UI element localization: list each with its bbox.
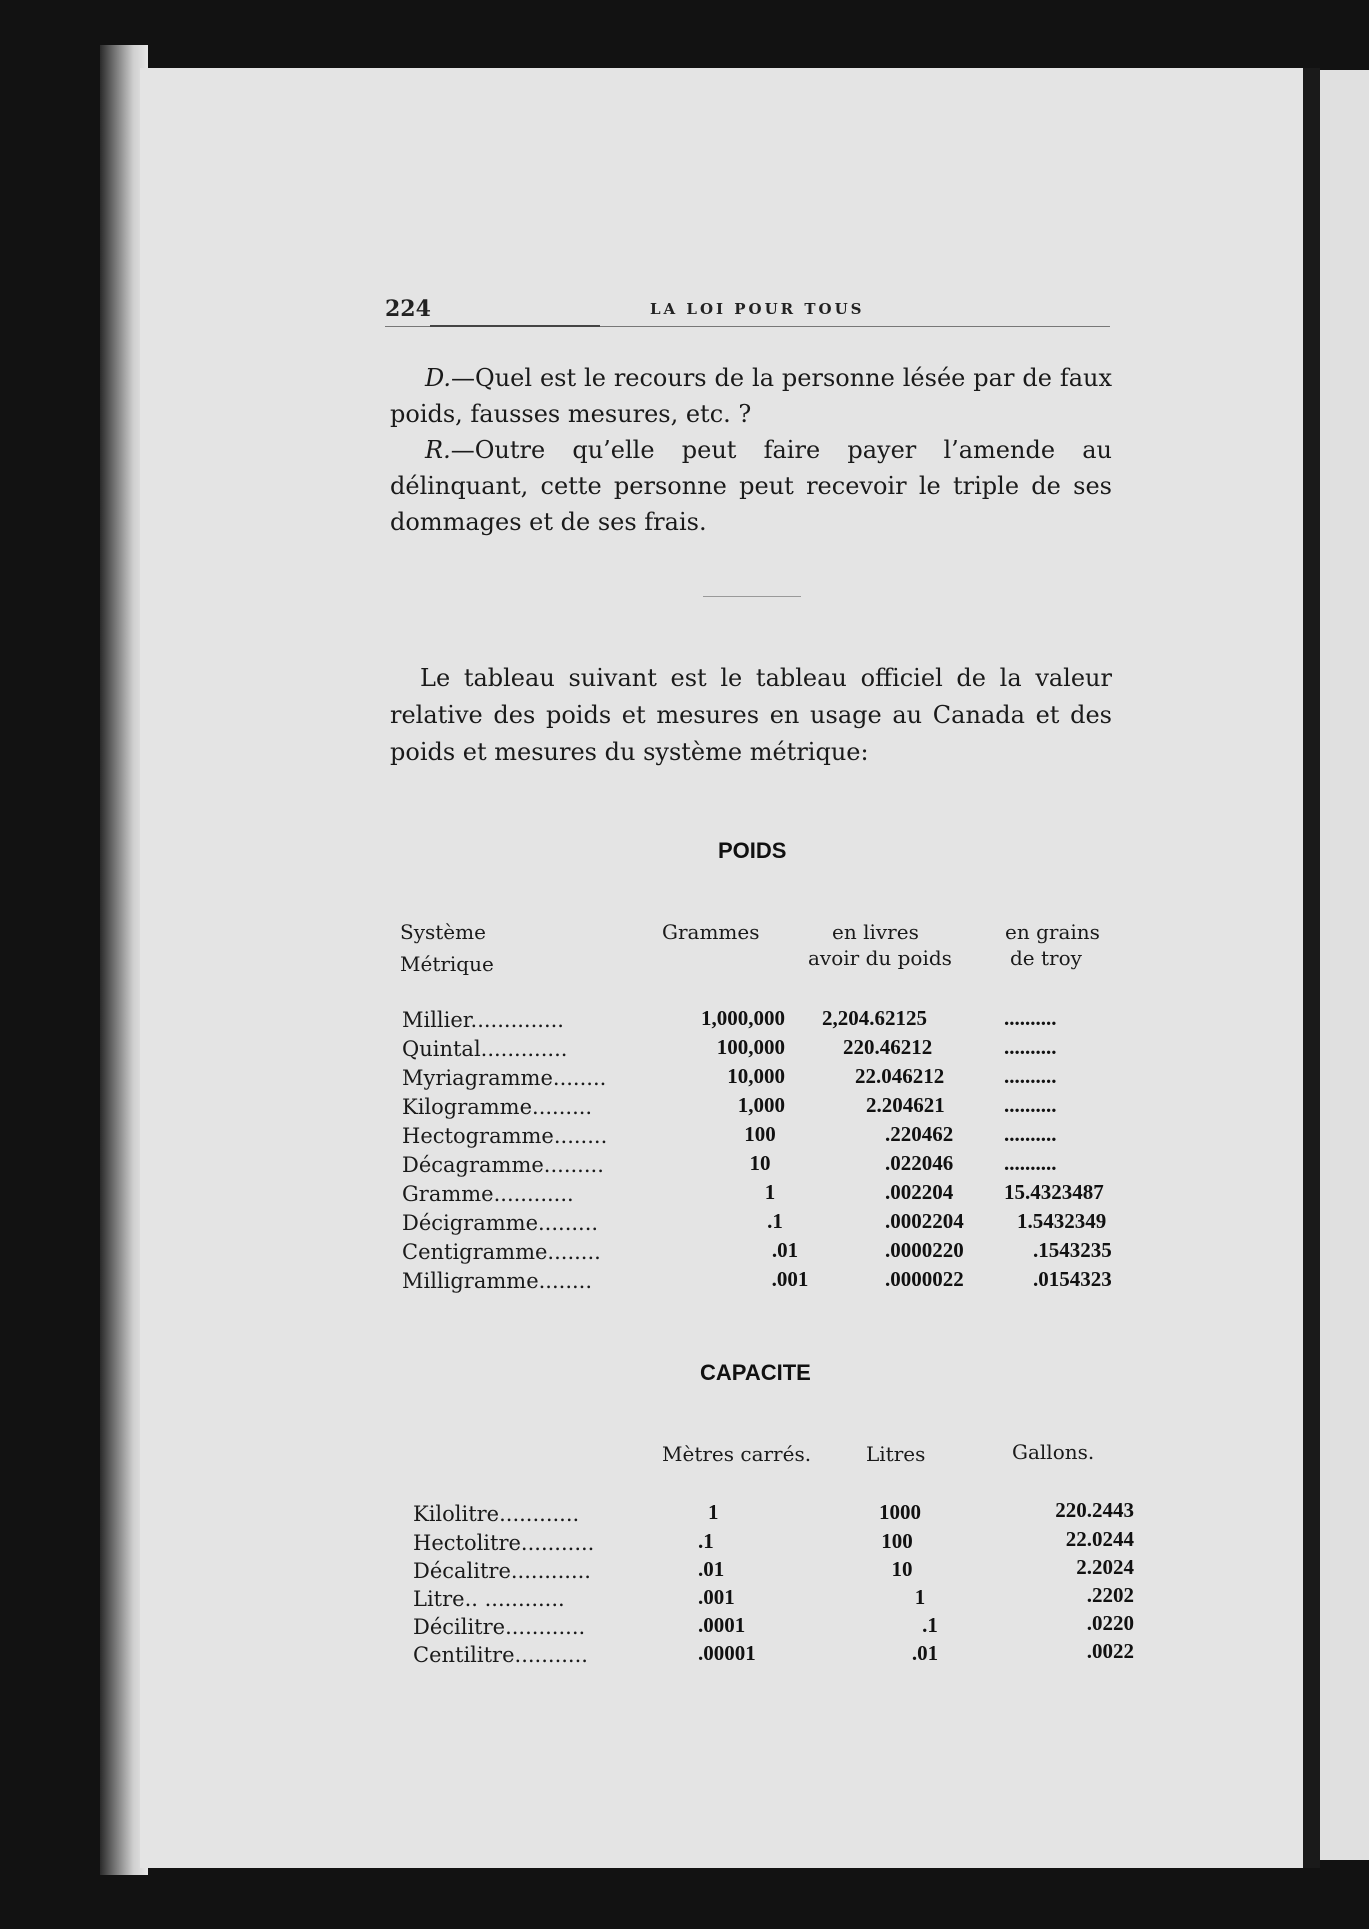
poids-row-grammes: 1,000 bbox=[737, 1093, 785, 1117]
page-number: 224 bbox=[385, 296, 431, 322]
poids-row-label: Décigramme......... bbox=[402, 1211, 599, 1235]
poids-row-grains: .......... bbox=[1004, 1064, 1057, 1088]
poids-row-livres: .0002204 bbox=[885, 1209, 964, 1233]
poids-header-avoir: avoir du poids bbox=[808, 946, 952, 970]
poids-row-grains: .......... bbox=[1004, 1122, 1057, 1146]
poids-row-livres: .022046 bbox=[885, 1151, 954, 1175]
capacite-row-gallons: 220.2443 bbox=[1055, 1498, 1134, 1522]
poids-row-livres: 220.46212 bbox=[843, 1035, 933, 1059]
intro-paragraph bbox=[390, 660, 1112, 771]
poids-row-grammes: 100 bbox=[744, 1122, 776, 1146]
capacite-row-label: Décilitre............ bbox=[413, 1615, 586, 1639]
capacite-row-label: Litre.. ............ bbox=[413, 1587, 565, 1611]
poids-row-grammes: 1,000,000 bbox=[701, 1006, 785, 1030]
poids-row-grains: .......... bbox=[1004, 1035, 1057, 1059]
poids-row-label: Hectogramme........ bbox=[402, 1124, 608, 1148]
capacite-row-gallons: 2.2024 bbox=[1076, 1555, 1134, 1579]
capacite-row-litres: 100 bbox=[881, 1529, 913, 1553]
poids-row-grammes: 100,000 bbox=[716, 1035, 785, 1059]
poids-row-livres: 22.046212 bbox=[855, 1064, 945, 1088]
page-gutter bbox=[1303, 68, 1320, 1868]
poids-row-livres: .0000022 bbox=[885, 1267, 964, 1291]
capacite-row-label: Décalitre............ bbox=[413, 1559, 591, 1583]
answer-label: R. bbox=[425, 436, 451, 464]
capacite-row-label: Centilitre........... bbox=[413, 1643, 588, 1667]
poids-row-label: Quintal............. bbox=[402, 1037, 568, 1061]
poids-header-grammes: Grammes bbox=[662, 920, 760, 944]
poids-row-label: Milligramme........ bbox=[402, 1269, 593, 1293]
capacite-row-gallons: 22.0244 bbox=[1065, 1527, 1134, 1551]
capacite-row-label: Hectolitre........... bbox=[413, 1531, 595, 1555]
question-label: D. bbox=[425, 364, 452, 392]
poids-row-grammes: .001 bbox=[771, 1267, 809, 1291]
facing-page-edge bbox=[1320, 70, 1369, 1860]
poids-row-livres: 2.204621 bbox=[866, 1093, 945, 1117]
poids-header-metrique: Métrique bbox=[400, 952, 494, 976]
poids-row-grammes: .1 bbox=[767, 1209, 783, 1233]
poids-row-grains: .1543235 bbox=[1033, 1238, 1112, 1262]
question-text: —Quel est le recours de la personne lésée par de faux poids, fausses mesures, etc. ? bbox=[390, 364, 1112, 428]
poids-row-label: Décagramme......... bbox=[402, 1153, 604, 1177]
poids-row-grammes: 1 bbox=[764, 1180, 776, 1204]
capacite-row-litres: 1000 bbox=[879, 1500, 921, 1524]
poids-row-grains: .......... bbox=[1004, 1006, 1057, 1030]
poids-row-grammes: 10 bbox=[749, 1151, 771, 1175]
answer-text: —Outre qu’elle peut faire payer l’amende au délinquant, cette personne peut recevoir le triple de ses dommages et de ses frais. bbox=[390, 436, 1112, 536]
poids-row-label: Gramme............ bbox=[402, 1182, 574, 1206]
poids-row-grains: .......... bbox=[1004, 1151, 1057, 1175]
poids-row-grains: 1.5432349 bbox=[1017, 1209, 1107, 1233]
poids-row-label: Millier.............. bbox=[402, 1008, 564, 1032]
poids-row-label: Centigramme........ bbox=[402, 1240, 601, 1264]
capacite-row-litres: 1 bbox=[914, 1585, 926, 1609]
capacite-header-litres: Litres bbox=[866, 1442, 926, 1466]
capacite-header-gallons: Gallons. bbox=[1012, 1440, 1095, 1464]
poids-row-label: Kilogramme......... bbox=[402, 1095, 593, 1119]
poids-row-grains: .0154323 bbox=[1033, 1267, 1112, 1291]
answer-paragraph bbox=[390, 432, 1112, 540]
poids-header-livres: en livres bbox=[832, 920, 919, 944]
poids-row-livres: .002204 bbox=[885, 1180, 954, 1204]
poids-row-grains: 15.4323487 bbox=[1004, 1180, 1104, 1204]
header-rule-accent bbox=[430, 325, 600, 327]
question-paragraph bbox=[390, 360, 1112, 432]
intro-text: Le tableau suivant est le tableau officiel de la valeur relative des poids et mesures en usage au Canada et des poids et mesures du système métrique: bbox=[390, 664, 1112, 766]
poids-title: POIDS bbox=[718, 838, 787, 863]
capacite-row-litres: .01 bbox=[911, 1641, 939, 1665]
capacite-row-metres: .001 bbox=[698, 1585, 735, 1609]
capacite-row-label: Kilolitre............ bbox=[413, 1502, 580, 1526]
capacite-row-metres: 1 bbox=[708, 1500, 719, 1524]
capacite-row-litres: .1 bbox=[922, 1613, 938, 1637]
capacite-row-metres: .01 bbox=[698, 1557, 725, 1581]
poids-header-systeme: Système bbox=[400, 920, 486, 944]
poids-row-grammes: 10,000 bbox=[727, 1064, 785, 1088]
poids-header-troy: de troy bbox=[1010, 946, 1082, 970]
capacite-row-gallons: .2202 bbox=[1086, 1583, 1134, 1607]
capacite-row-gallons: .0022 bbox=[1086, 1639, 1134, 1663]
section-divider bbox=[703, 596, 801, 597]
poids-row-label: Myriagramme........ bbox=[402, 1066, 607, 1090]
capacite-row-metres: .0001 bbox=[698, 1613, 746, 1637]
poids-row-livres: .0000220 bbox=[885, 1238, 964, 1262]
capacite-row-metres: .1 bbox=[698, 1529, 714, 1553]
capacite-row-gallons: .0220 bbox=[1086, 1611, 1134, 1635]
capacite-title: CAPACITE bbox=[700, 1360, 811, 1385]
poids-row-livres: .220462 bbox=[885, 1122, 954, 1146]
poids-row-grammes: .01 bbox=[771, 1238, 799, 1262]
poids-row-grains: .......... bbox=[1004, 1093, 1057, 1117]
poids-row-livres: 2,204.62125 bbox=[822, 1006, 927, 1030]
capacite-header-metres: Mètres carrés. bbox=[662, 1442, 812, 1466]
capacite-row-metres: .00001 bbox=[698, 1641, 756, 1665]
running-title: LA LOI POUR TOUS bbox=[650, 300, 865, 318]
poids-header-grains: en grains bbox=[1005, 920, 1100, 944]
capacite-row-litres: 10 bbox=[891, 1557, 913, 1581]
